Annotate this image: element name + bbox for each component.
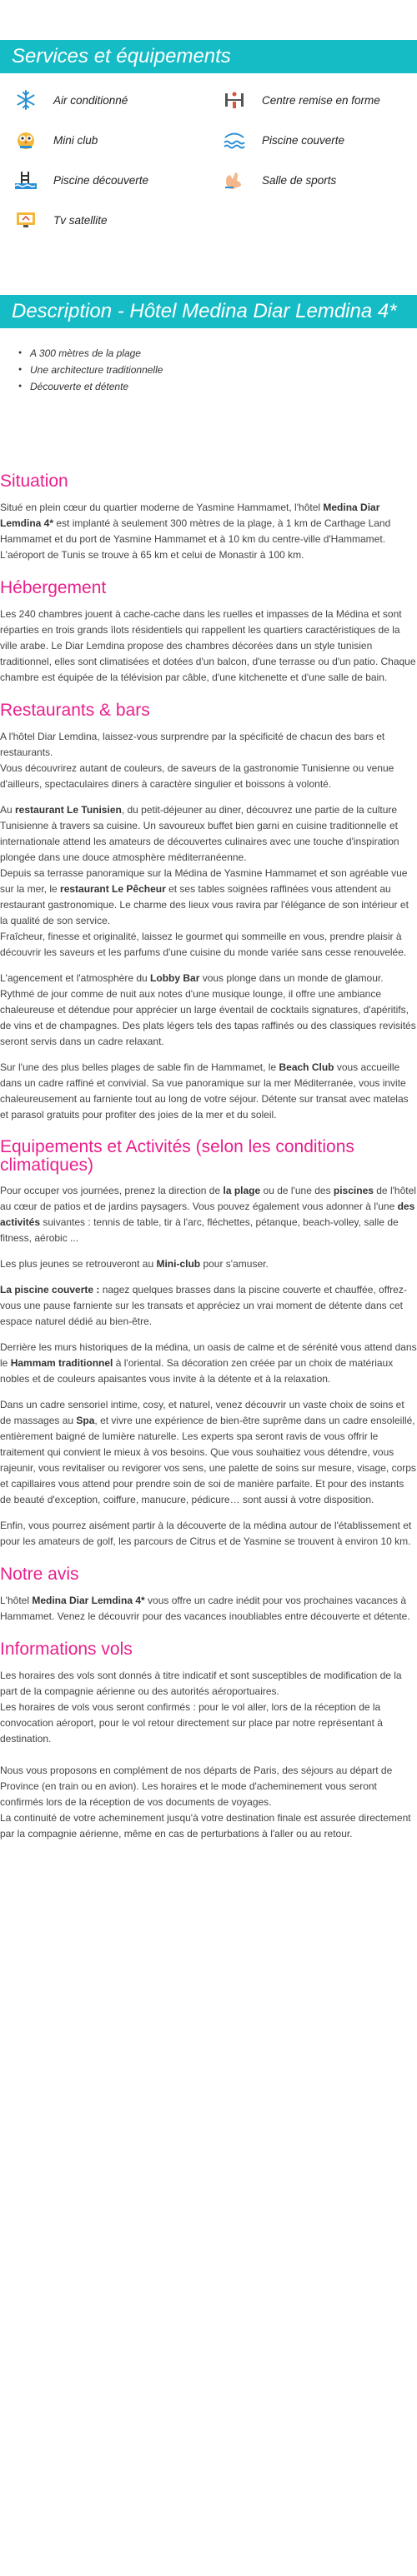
hebergement-text: Les 240 chambres jouent à cache-cache dans les ruelles et impasses de la Médina et sont réparties en trois grands îlots résidentiels qui rappellent les quartiers caractéristiques de la ville arabe. Le Diar Lemdina propose des chambres décorées dans un style tunisien traditionnel, elles sont climatisées et dotées d'un balcon, d'une terrasse ou d'un patio. Chaque chambre est équipée de la télévision par câble, d'une kitchenette et d'une salle de bain.: [0, 608, 416, 683]
description-title: Description - Hôtel Medina Diar Lemdina 4*: [12, 300, 397, 322]
owl-icon: [12, 127, 40, 153]
amenity-label: Mini club: [53, 133, 98, 147]
vols-text-1: Les horaires des vols sont donnés à titre indicatif et sont susceptibles de modification de la part de la compagnie aérienne ou des autorités aéroportuaires.: [0, 1670, 402, 1697]
section-title-restaurants: Restaurants & bars: [0, 701, 150, 720]
amenity-mini-club: [12, 127, 220, 153]
vols-text-2: Les horaires de vols vous seront confirmés : pour le vol aller, lors de la réception de la convocation aéroport, pour le vol retour directement sur place par notre représentant à destination.: [0, 1701, 383, 1745]
amenity-outdoor-pool: [12, 167, 220, 193]
section-title-hebergement: Hébergement: [0, 578, 107, 597]
description-content: [0, 395, 417, 1842]
amenity-label: Tv satellite: [53, 213, 108, 227]
amenity-label: Air conditionné: [53, 93, 128, 107]
amenity-label: Centre remise en forme: [262, 93, 380, 107]
list-item: ● Une architecture traditionnelle: [18, 362, 417, 378]
list-item: ● A 300 mètres de la plage: [18, 345, 417, 362]
restaurants-text: Vous découvrirez autant de couleurs, de saveurs de la gastronomie Tunisienne ou venue d'ailleurs, spectaculaires diners à caractère singulier et boissons à volonté.: [0, 762, 394, 790]
hammam-text: Derrière les murs historiques de la médina, un oasis de calme et de sérénité vous attend dans le Hammam traditionnel à l'oriental. Sa décoration zen créée par un choix de matériaux nobles et de couleurs apaisantes vous invite à la détente et à la relaxation.: [0, 1341, 417, 1385]
spa-text: Dans un cadre sensoriel intime, cosy, et naturel, venez découvrir un vaste choix de soins et de massages au Spa, et vivre une expérience de bien-être suprême dans un cadre ensoleillé, entièrement baigné de lumière naturelle. Les experts spa seront ravis de vous offrir le traitement qui convient le mieux à vos besoins. Que vous souhaitiez vous détendre, vous rajeunir, vous revitaliser ou revigorer vos sens, une palette de soins sur mesure, visage, corps et capillaires vous attend pour prendre soin de soi de manière parfaite. Et pour des instants de beauté d'exception, coiffure, manucure, pédicure… sont aussi à votre disposition.: [0, 1399, 416, 1505]
description-header: [0, 295, 417, 328]
amenity-air-conditioning: [12, 87, 220, 113]
situation-text: Situé en plein cœur du quartier moderne de Yasmine Hammamet, l'hôtel Medina Diar Lemdina 4* est implanté à seulement 300 mètres de la plage, à 1 km de Carthage Land Hammamet et du port de Yasmine Hammamet et à 10 km du centre-ville d'Hammamet. L'aéroport de Tunis se trouve à 65 km et celui de Monastir à 100 km.: [0, 502, 391, 561]
amenity-indoor-pool: [220, 127, 417, 153]
mini-club-text: Les plus jeunes se retrouveront au Mini-club pour s'amuser.: [0, 1258, 269, 1270]
vols-text-3: Nous vous proposons en complément de nos départs de Paris, des séjours au départ de Province (en train ou en avion). Les horaires et le mode d'acheminement vous seront confirmés lors de la réception de vos documents de voyages.: [0, 1765, 393, 1808]
restaurant-tunisien-text: Au restaurant Le Tunisien, du petit-déjeuner au diner, découvrez une partie de la culture Tunisienne à travers sa cuisine. Un savoureux buffet bien garni en cuisine traditionnelle et internationale attend les amateurs de découvertes culinaires avec une touche d'inspiration plongée dans une douce atmosphère méditerranéenne.: [0, 804, 399, 863]
amenity-sports-hall: [220, 167, 417, 193]
amenity-fitness: [220, 87, 417, 113]
tv-icon: [12, 207, 40, 233]
section-title-vols: Informations vols: [0, 1640, 133, 1659]
restaurants-cuisine-text: Fraîcheur, finesse et originalité, laissez le gourmet qui sommeille en vous, prendre plaisir à découvrir les saveurs et les parfums d'une cuisine du monde variée sans cesse renouvelée.: [0, 931, 407, 958]
highlights-list: [0, 328, 417, 395]
services-title: Services et équipements: [12, 45, 231, 67]
indoor-pool-text: La piscine couverte : nagez quelques brasses dans la piscine couverte et chauffée, offrez-vous une pause farniente sur les transats et appréciez un vrai moment de détente dans cet espace naturel dédié au bien-être.: [0, 1284, 407, 1327]
restaurants-intro: A l'hôtel Diar Lemdina, laissez-vous surprendre par la spécificité de chacun des bars et restaurants.: [0, 731, 385, 758]
section-title-situation: Situation: [0, 472, 68, 491]
amenities-grid: [0, 73, 417, 233]
lobby-bar-text: L'agencement et l'atmosphère du Lobby Bar vous plonge dans un monde de glamour. Rythmé de jour comme de nuit aux notes d'une musique lounge, il offre une ambiance chaleureuse et détendue pour apprécier un large éventail de cocktails signatures, d'apéritifs, de vins et de champagnes. Des plats légers tels des tapas raffinés ou des classiques revisités seront servis dans un cadre relaxant.: [0, 972, 416, 1047]
fitness-icon: [220, 87, 249, 113]
restaurant-pecheur-text: Depuis sa terrasse panoramique sur la Médina de Yasmine Hammamet et son agréable vue sur la mer, le restaurant Le Pêcheur et ses tables soignées raffinées vous attendent au restaurant gastronomique. Le charme des lieux vous ravira par l'élégance de son intérieur et la qualité de son service.: [0, 867, 409, 926]
pool-cover-icon: [220, 127, 249, 153]
vols-text-4: La continuité de votre acheminement jusqu'à votre destination finale est assurée directement par la compagnie aérienne, même en cas de perturbations à l'aller ou au retour.: [0, 1812, 411, 1840]
beach-club-text: Sur l'une des plus belles plages de sable fin de Hammamet, le Beach Club vous accueille dans un cadre raffiné et convivial. Sa vue panoramique sur la mer Méditerranée, vous invite chaleureusement au farniente tout au long de votre séjour. Détente sur transat avec matelas et parasol gratuits pour profiter des joies de la mer et du soleil.: [0, 1061, 409, 1121]
section-title-equipements: Equipements et Activités (selon les conditions climatiques): [0, 1137, 354, 1175]
amenity-label: Piscine couverte: [262, 133, 345, 147]
section-title-avis: Notre avis: [0, 1565, 79, 1584]
equipements-text: Pour occuper vos journées, prenez la direction de la plage ou de l'une des piscines de l'hôtel au cœur de patios et de jardins paysagers. Vous pouvez également vous adonner à l'une des activités suivantes : tennis de table, tir à l'arc, fléchettes, pétanque, beach-volley, salle de fitness, aérobic ...: [0, 1185, 416, 1244]
avis-text: L'hôtel Medina Diar Lemdina 4* vous offre un cadre inédit pour vos prochaines vacances à Hammamet. Venez le découvrir pour des vacances inoubliables entre découverte et détente.: [0, 1595, 410, 1622]
snowflake-icon: [12, 87, 40, 113]
list-item: ● Découverte et détente: [18, 378, 417, 395]
amenity-satellite-tv: [12, 207, 220, 233]
sports-hand-icon: [220, 167, 249, 193]
golf-text: Enfin, vous pourrez aisément partir à la découverte de la médina autour de l'établissement et pour les amateurs de golf, les parcours de Citrus et de Yasmine se trouvent à environ 10 km.: [0, 1520, 412, 1547]
amenity-label: Piscine découverte: [53, 173, 149, 187]
services-header: [0, 40, 417, 73]
amenity-label: Salle de sports: [262, 173, 337, 187]
pool-ladder-icon: [12, 167, 40, 193]
